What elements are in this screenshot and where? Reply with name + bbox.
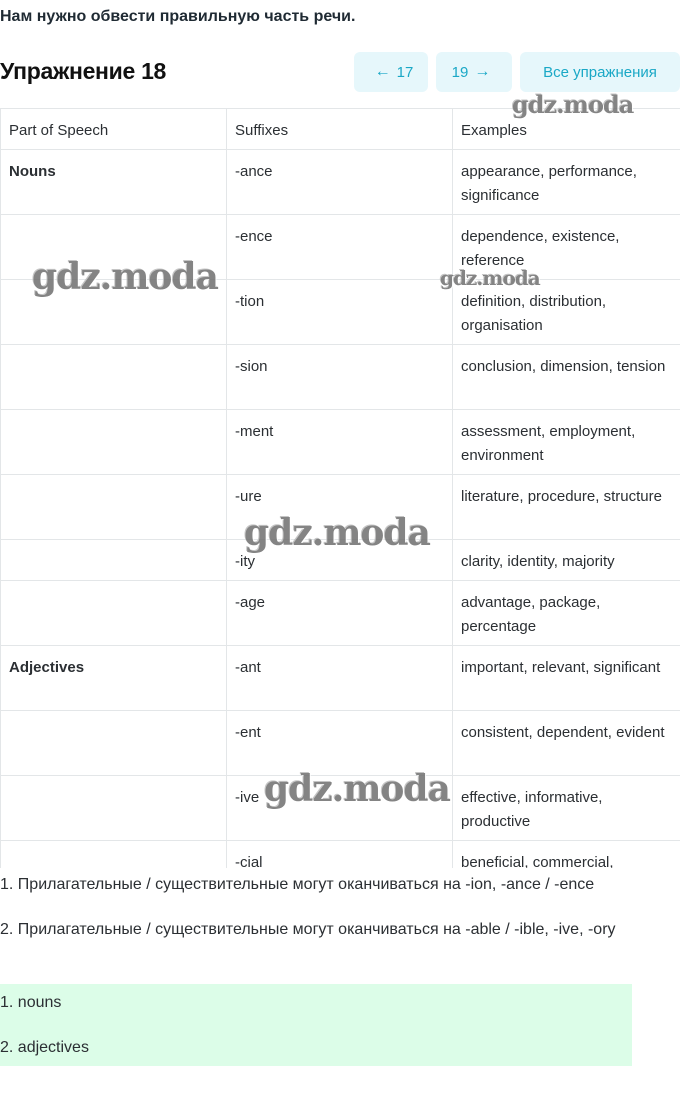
table-header-row [1, 109, 680, 150]
prev-exercise-button[interactable] [354, 52, 428, 92]
part-of-speech-cell [1, 410, 227, 475]
suffix-cell: -ent [227, 711, 453, 776]
suffix-cell: -ive [227, 776, 453, 841]
part-of-speech-cell [1, 776, 227, 841]
table-row [1, 475, 680, 540]
part-of-speech-cell [1, 540, 227, 581]
examples-cell: effective, informative, productive [453, 776, 680, 841]
suffix-cell: -ance [227, 150, 453, 215]
examples-cell: advantage, package, percentage [453, 581, 680, 646]
watermark: gdz.moda [512, 90, 634, 119]
table-header-cell: Part of Speech [1, 109, 227, 150]
examples-cell: definition, distribution, organisation [453, 280, 680, 345]
page-title: Упражнение 18 [0, 58, 167, 84]
task-instruction: Нам нужно обвести правильную часть речи. [0, 8, 356, 25]
watermark: gdz.moda [244, 512, 430, 554]
examples-cell: beneficial, commercial, [453, 841, 680, 869]
table-row [1, 841, 680, 869]
table-header-cell: Suffixes [227, 109, 453, 150]
examples-cell: dependence, existence, reference [453, 215, 680, 280]
suffix-cell: -ence [227, 215, 453, 280]
table-row [1, 711, 680, 776]
part-of-speech-cell: Adjectives [1, 646, 227, 711]
next-exercise-button[interactable] [436, 52, 512, 92]
question-text: 2. Прилагательные / существительные могут оканчиваться на -able / -ible, -ive, -ory [0, 921, 616, 938]
table-row [1, 581, 680, 646]
arrow-left-icon: ← [374, 63, 391, 80]
suffix-cell: -cial [227, 841, 453, 869]
suffix-table-container [0, 108, 680, 868]
watermark: gdz.moda [440, 266, 540, 290]
part-of-speech-cell [1, 841, 227, 869]
next-exercise-label: 19 [451, 63, 469, 81]
part-of-speech-cell [1, 215, 227, 280]
part-of-speech-cell [1, 581, 227, 646]
suffix-cell: -ity [227, 540, 453, 581]
examples-cell: important, relevant, significant [453, 646, 680, 711]
part-of-speech-cell: Nouns [1, 150, 227, 215]
table-row [1, 280, 680, 345]
answer-box [0, 984, 632, 1066]
table-row [1, 646, 680, 711]
table-row [1, 345, 680, 410]
question-text: 1. Прилагательные / существительные могут оканчиваться на -ion, -ance / -ence [0, 876, 595, 893]
table-row [1, 215, 680, 280]
prev-exercise-label: 17 [396, 63, 414, 81]
table-header-cell: Examples [453, 109, 680, 150]
part-of-speech-cell [1, 345, 227, 410]
examples-cell: assessment, employment, environment [453, 410, 680, 475]
suffix-cell: -ure [227, 475, 453, 540]
suffix-cell: -ment [227, 410, 453, 475]
suffix-cell: -ant [227, 646, 453, 711]
part-of-speech-cell [1, 711, 227, 776]
suffix-table [0, 108, 680, 868]
watermark: gdz.moda [32, 256, 218, 298]
suffix-cell: -age [227, 581, 453, 646]
table-row [1, 776, 680, 841]
examples-cell: conclusion, dimension, tension [453, 345, 680, 410]
answer-item: 1. nouns [0, 994, 62, 1011]
examples-cell: clarity, identity, majority [453, 540, 680, 581]
part-of-speech-cell [1, 280, 227, 345]
suffix-cell: -sion [227, 345, 453, 410]
table-row [1, 540, 680, 581]
answer-item: 2. adjectives [0, 1039, 89, 1056]
watermark: gdz.moda [264, 768, 450, 810]
examples-cell: literature, procedure, structure [453, 475, 680, 540]
all-exercises-button[interactable] [520, 52, 680, 92]
table-row [1, 410, 680, 475]
arrow-right-icon: → [474, 63, 491, 80]
part-of-speech-cell [1, 475, 227, 540]
examples-cell: appearance, performance, significance [453, 150, 680, 215]
examples-cell: consistent, dependent, evident [453, 711, 680, 776]
all-exercises-label: Все упражнения [543, 63, 657, 81]
table-row [1, 150, 680, 215]
suffix-cell: -tion [227, 280, 453, 345]
